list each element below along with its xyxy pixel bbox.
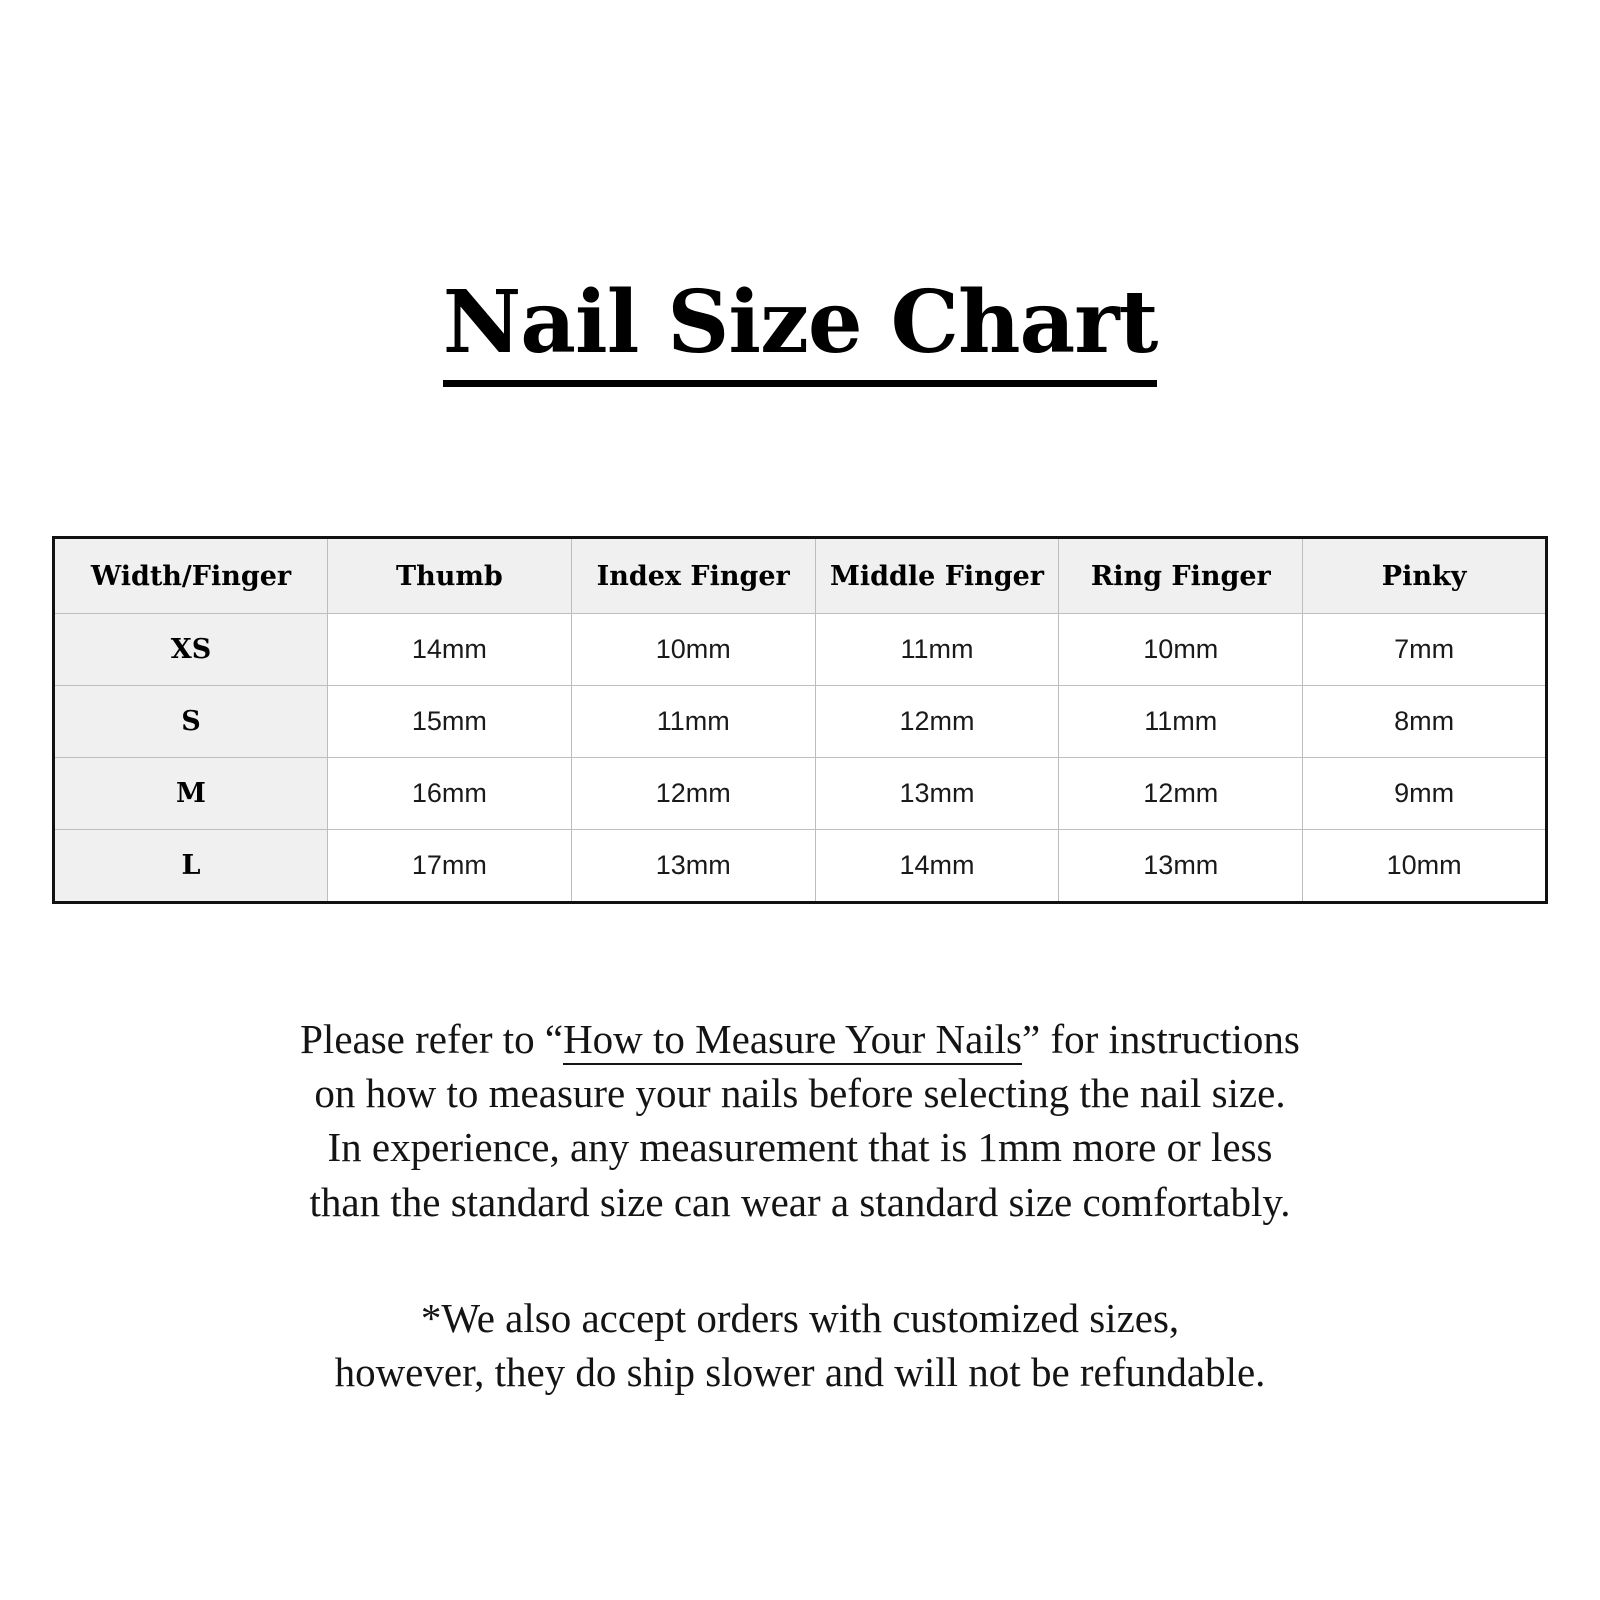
note-line-2: on how to measure your nails before selecting the nail size.: [314, 1070, 1286, 1117]
column-header-ring-finger: Ring Finger: [1059, 538, 1303, 614]
cell-l-middle: 14mm: [815, 830, 1059, 903]
how-to-measure-link[interactable]: How to Measure Your Nails: [563, 1016, 1022, 1065]
column-header-middle-finger: Middle Finger: [815, 538, 1059, 614]
cell-s-pinky: 8mm: [1303, 686, 1547, 758]
row-label-s: S: [54, 686, 328, 758]
note-line-1: [120, 1012, 1480, 1066]
note-line-1-post: ” for instructions: [1022, 1016, 1300, 1063]
note-line-5: *We also accept orders with customized sizes,: [420, 1294, 1180, 1341]
row-label-xs: XS: [54, 614, 328, 686]
table-body: [54, 614, 1547, 903]
notes-spacer: [120, 1229, 1480, 1291]
size-table-container: [52, 536, 1548, 904]
column-header-pinky: Pinky: [1303, 538, 1547, 614]
cell-xs-middle: 11mm: [815, 614, 1059, 686]
row-label-l: L: [54, 830, 328, 903]
notes-section: [120, 1012, 1480, 1399]
cell-m-index: 12mm: [571, 758, 815, 830]
size-table: [52, 536, 1548, 904]
cell-s-middle: 12mm: [815, 686, 1059, 758]
table-row: [54, 830, 1547, 903]
row-label-m: M: [54, 758, 328, 830]
cell-m-ring: 12mm: [1059, 758, 1303, 830]
note-line-4: than the standard size can wear a standard size comfortably.: [309, 1178, 1291, 1225]
cell-xs-index: 10mm: [571, 614, 815, 686]
note-line-3: In experience, any measurement that is 1mm more or less: [327, 1124, 1273, 1171]
cell-xs-thumb: 14mm: [328, 614, 572, 686]
cell-l-thumb: 17mm: [328, 830, 572, 903]
column-header-thumb: Thumb: [328, 538, 572, 614]
cell-xs-pinky: 7mm: [1303, 614, 1547, 686]
cell-xs-ring: 10mm: [1059, 614, 1303, 686]
cell-s-ring: 11mm: [1059, 686, 1303, 758]
column-header-width-finger: Width/Finger: [54, 538, 328, 614]
cell-l-pinky: 10mm: [1303, 830, 1547, 903]
note-line-6: however, they do ship slower and will not be refundable.: [334, 1348, 1266, 1395]
cell-m-middle: 13mm: [815, 758, 1059, 830]
cell-m-thumb: 16mm: [328, 758, 572, 830]
page-title: Nail Size Chart: [443, 280, 1158, 387]
table-header-row: [54, 538, 1547, 614]
table-row: [54, 758, 1547, 830]
title-container: [0, 0, 1600, 444]
cell-l-index: 13mm: [571, 830, 815, 903]
column-header-index-finger: Index Finger: [571, 538, 815, 614]
cell-s-index: 11mm: [571, 686, 815, 758]
table-header: [54, 538, 1547, 614]
table-row: [54, 686, 1547, 758]
table-row: [54, 614, 1547, 686]
cell-m-pinky: 9mm: [1303, 758, 1547, 830]
note-line-1-pre: Please refer to “: [300, 1016, 564, 1063]
cell-s-thumb: 15mm: [328, 686, 572, 758]
cell-l-ring: 13mm: [1059, 830, 1303, 903]
